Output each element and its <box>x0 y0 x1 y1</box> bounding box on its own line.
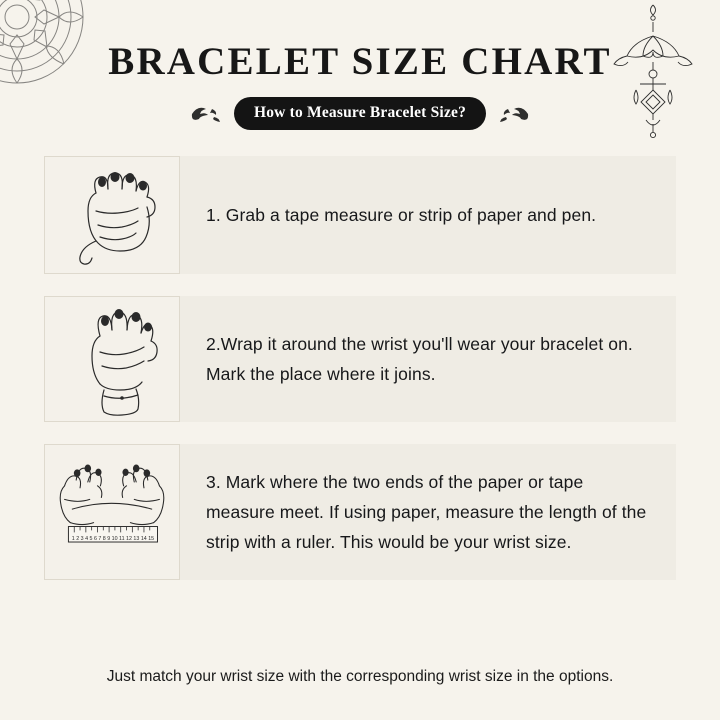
step-text: 1. Grab a tape measure or strip of paper and pen. <box>206 204 597 225</box>
step-item <box>44 156 676 274</box>
hand-with-tape-around-wrist-illustration <box>44 296 180 422</box>
page-title: BRACELET SIZE CHART <box>108 40 612 83</box>
subtitle-row <box>0 97 720 130</box>
svg-text:1 2 3 4 5 6 7 8 9 10 11 12 13: 1 2 3 4 5 6 7 8 9 10 11 12 13 14 15 <box>71 536 155 543</box>
steps-list <box>0 156 720 580</box>
step-text: 2.Wrap it around the wrist you'll wear your bracelet on. Mark the place where it joins. <box>206 333 633 384</box>
step-item <box>44 444 676 580</box>
hand-fist-illustration <box>44 156 180 274</box>
footer-note: Just match your wrist size with the corresponding wrist size in the options. <box>106 668 614 685</box>
subtitle-pill: How to Measure Bracelet Size? <box>234 97 486 130</box>
step-item <box>44 296 676 422</box>
hand-measuring-with-ruler-illustration <box>44 444 180 580</box>
header <box>0 0 720 130</box>
flourish-right-icon <box>496 103 530 125</box>
flourish-left-icon <box>190 103 224 125</box>
step-text: 3. Mark where the two ends of the paper or tape measure meet. If using paper, measure the length of the strip with a ruler. This would be your wrist size. <box>206 471 647 553</box>
